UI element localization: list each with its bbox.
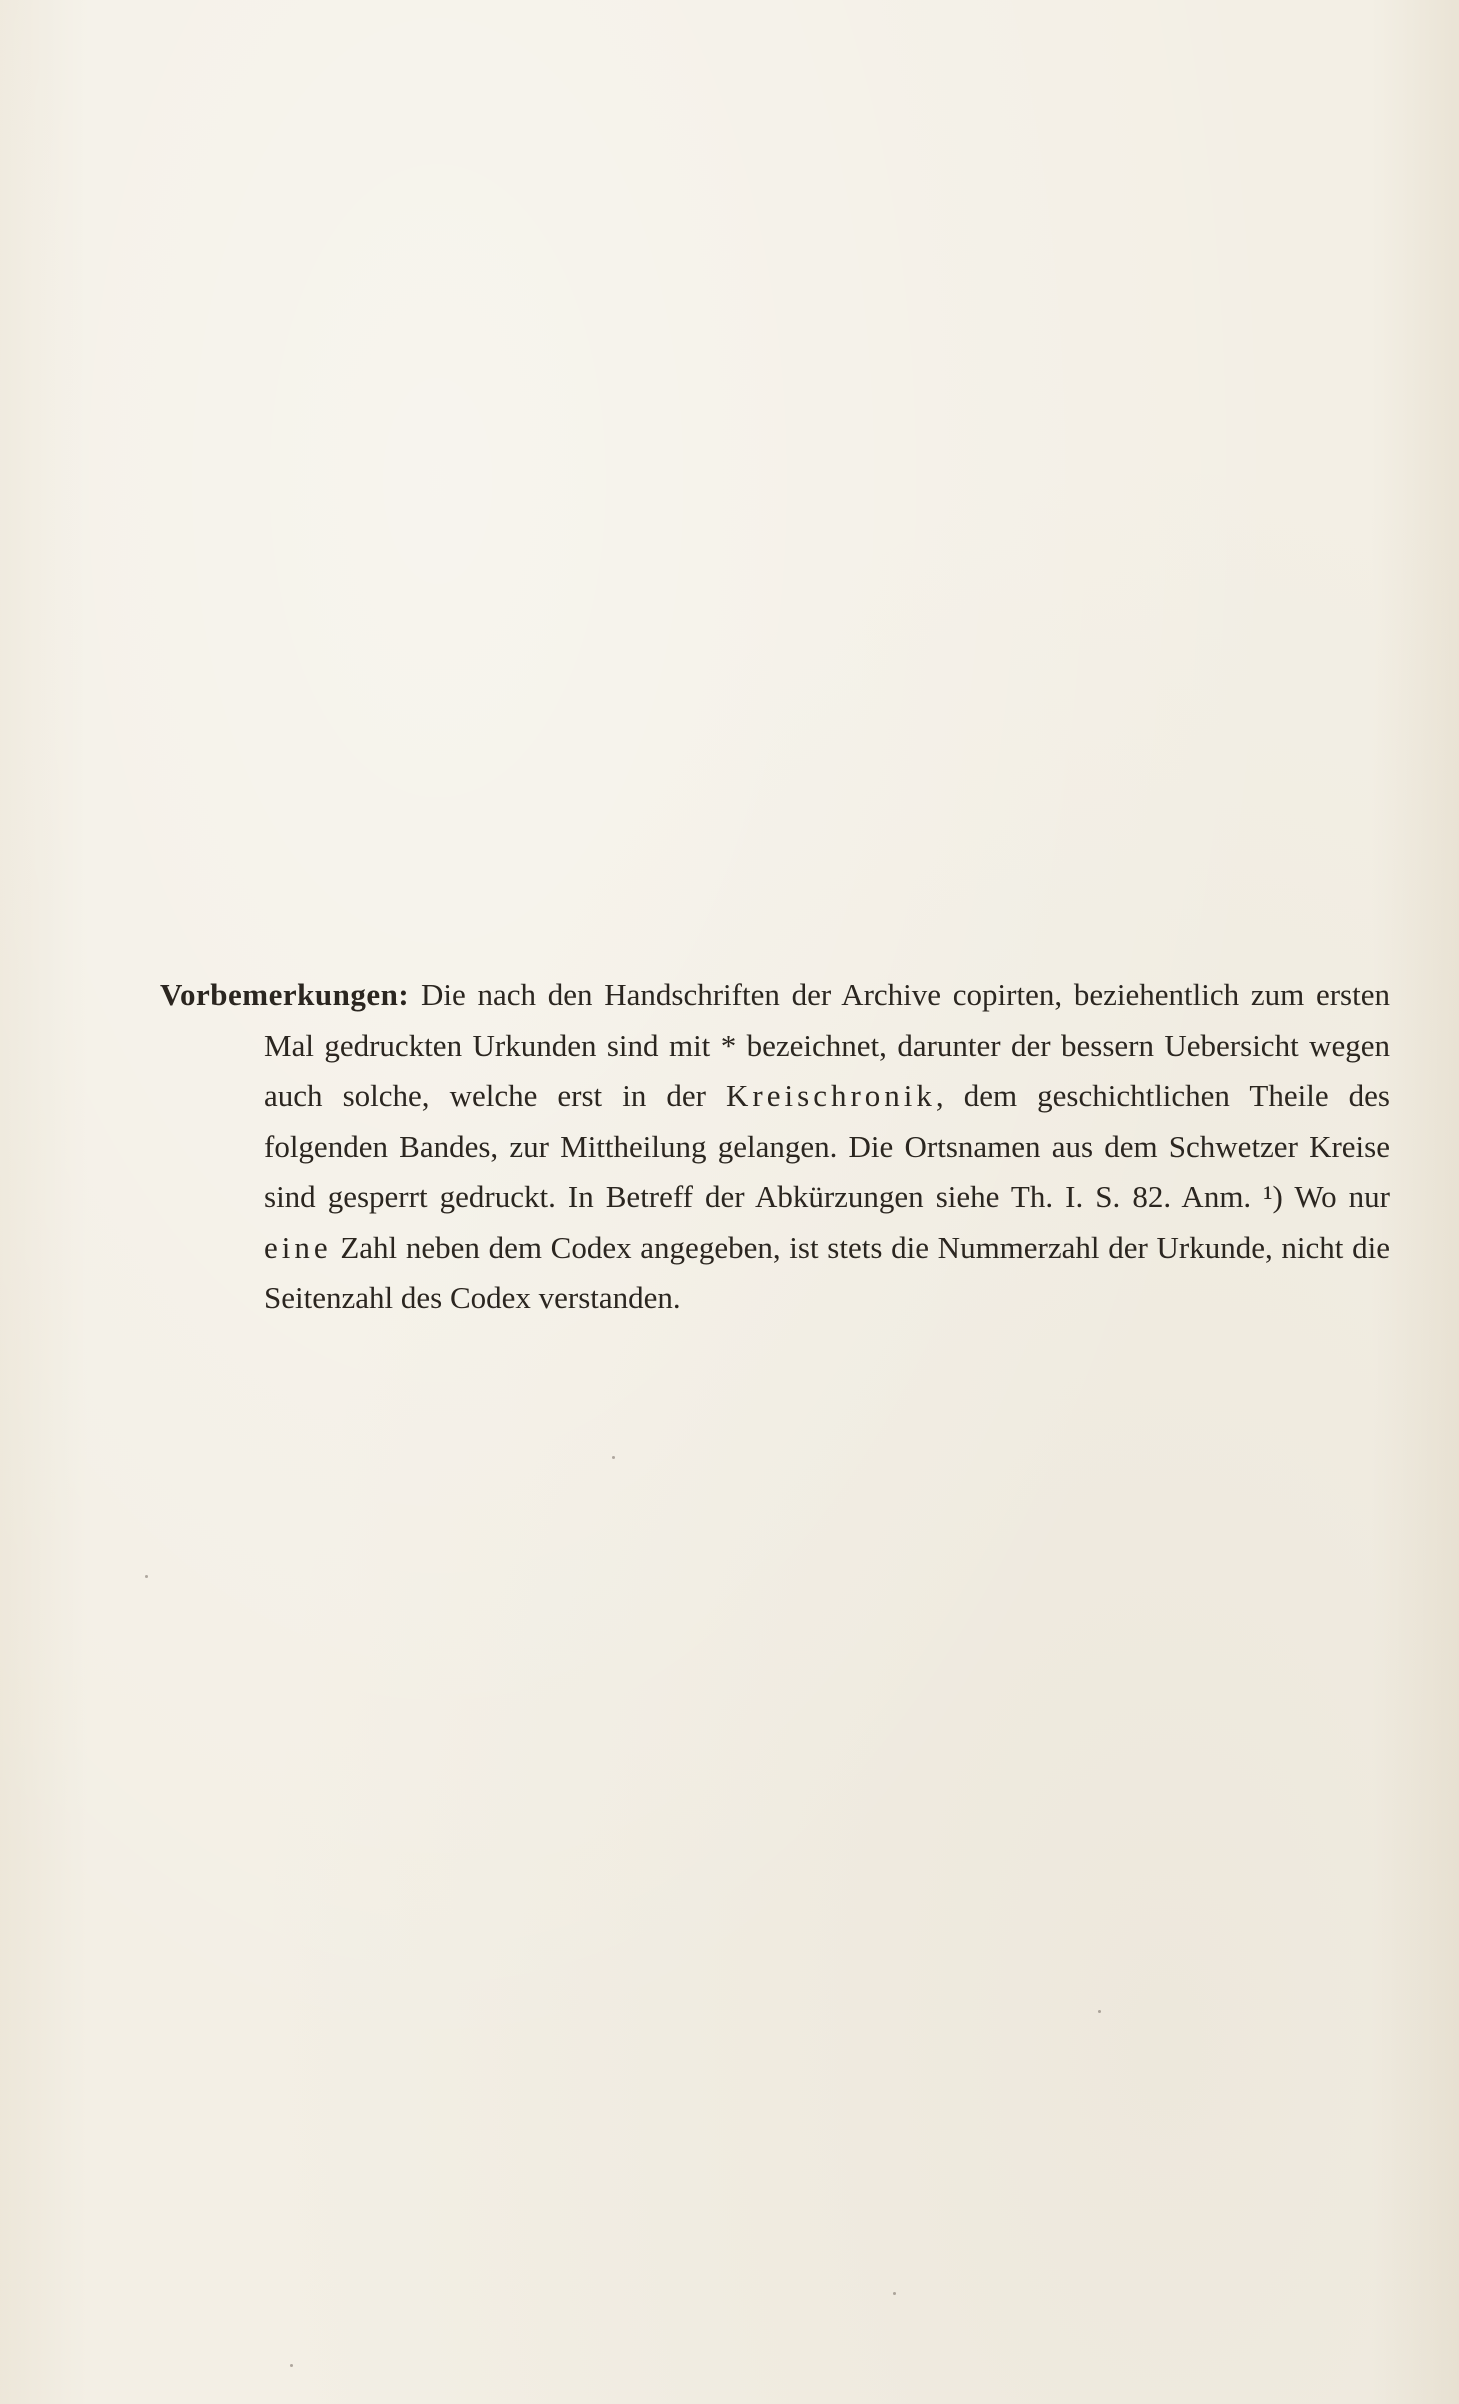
bleed-through-shadow	[500, 700, 1060, 838]
remarks-text-part3: Zahl neben dem Codex angegeben, ist stets die Nummerzahl der Urkunde, nicht die Seitenzahl des Codex verstanden.	[264, 1229, 1390, 1315]
remarks-heading-text: Vorbemerkungen	[160, 977, 399, 1012]
remarks-spaced-word-kreischronik: Kreischronik	[726, 1078, 936, 1113]
paper-speck	[612, 1456, 615, 1459]
paper-speck	[1098, 2010, 1101, 2013]
remarks-spaced-word-eine: eine	[264, 1229, 332, 1265]
remarks-text-part2: , dem geschichtlichen Theile des folgenden Bandes, zur Mittheilung gelangen. Die Ortsnamen aus dem Schwetzer Kreise sind gesperrt gedruckt. In Betreff der Abkürzungen siehe Th. I. S. 82. Anm. ¹) Wo nur	[264, 1078, 1390, 1214]
paper-speck	[145, 1575, 148, 1578]
remarks-heading	[160, 977, 409, 1012]
remarks-text-part1: Die nach den Handschriften der Archive copirten, beziehentlich zum ersten Mal gedruckten Urkunden sind mit * bezeichnet, darunter der bessern Uebersicht wegen auch solche, welche erst in der	[264, 977, 1390, 1113]
remarks-paragraph	[160, 970, 1390, 1324]
remarks-heading-colon: :	[398, 977, 410, 1012]
paper-speck	[290, 2364, 293, 2367]
paper-speck	[893, 2292, 896, 2295]
preliminary-remarks	[160, 970, 1390, 1324]
